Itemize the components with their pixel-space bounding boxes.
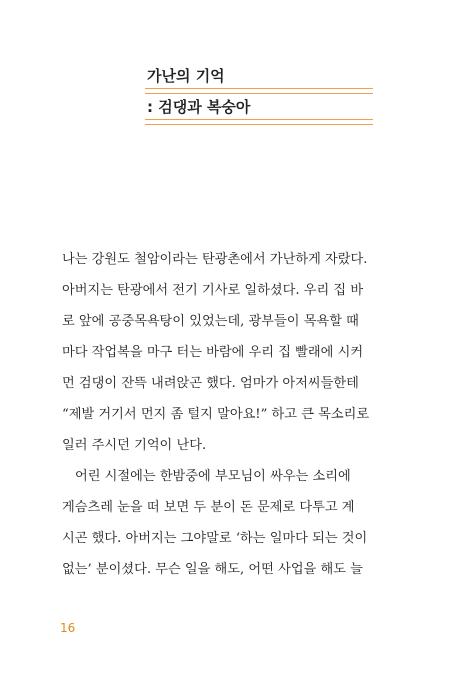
chapter-title-block (145, 66, 373, 86)
text-line: 나는 강원도 철암이라는 탄광촌에서 가난하게 자랐다. (62, 252, 368, 267)
title-rule-top (145, 88, 373, 89)
paragraph-2 (62, 461, 380, 585)
text-line: 시곤 했다. 아버지는 그야말로 ‘하는 일마다 되는 것이 (62, 531, 368, 546)
text-line: “제발 거기서 먼지 좀 털지 말아요!” 하고 큰 목소리로 (62, 407, 370, 422)
text-line: 일러 주시던 기억이 난다. (62, 438, 207, 453)
text-line: 아버지는 탄광에서 전기 기사로 일하셨다. 우리 집 바 (62, 283, 364, 298)
title-rule-top-2 (145, 93, 373, 94)
text-line: 게슴츠레 눈을 떠 보면 두 분이 돈 문제로 다투고 계 (62, 500, 355, 515)
chapter-subtitle-block (145, 97, 373, 117)
text-line: 없는’ 분이셨다. 무슨 일을 해도, 어떤 사업을 해도 늘 (62, 562, 363, 577)
title-rule-bottom-2 (145, 124, 373, 125)
text-line: 마다 작업복을 마구 터는 바람에 우리 집 빨래에 시커 (62, 345, 364, 360)
text-line: 먼 검댕이 잔뜩 내려앉곤 했다. 엄마가 아저씨들한테 (62, 376, 359, 391)
text-line: 어린 시절에는 한밤중에 부모님이 싸우는 소리에 (75, 469, 351, 484)
text-line: 로 앞에 공중목욕탕이 있었는데, 광부들이 목욕할 때 (62, 314, 359, 329)
title-rule-bottom (145, 119, 373, 120)
chapter-subtitle: : 검댕과 복숭아 (147, 98, 251, 116)
page-number: 16 (60, 621, 76, 635)
body-text (62, 244, 380, 585)
paragraph-1 (62, 244, 380, 461)
chapter-title: 가난의 기억 (147, 67, 225, 85)
